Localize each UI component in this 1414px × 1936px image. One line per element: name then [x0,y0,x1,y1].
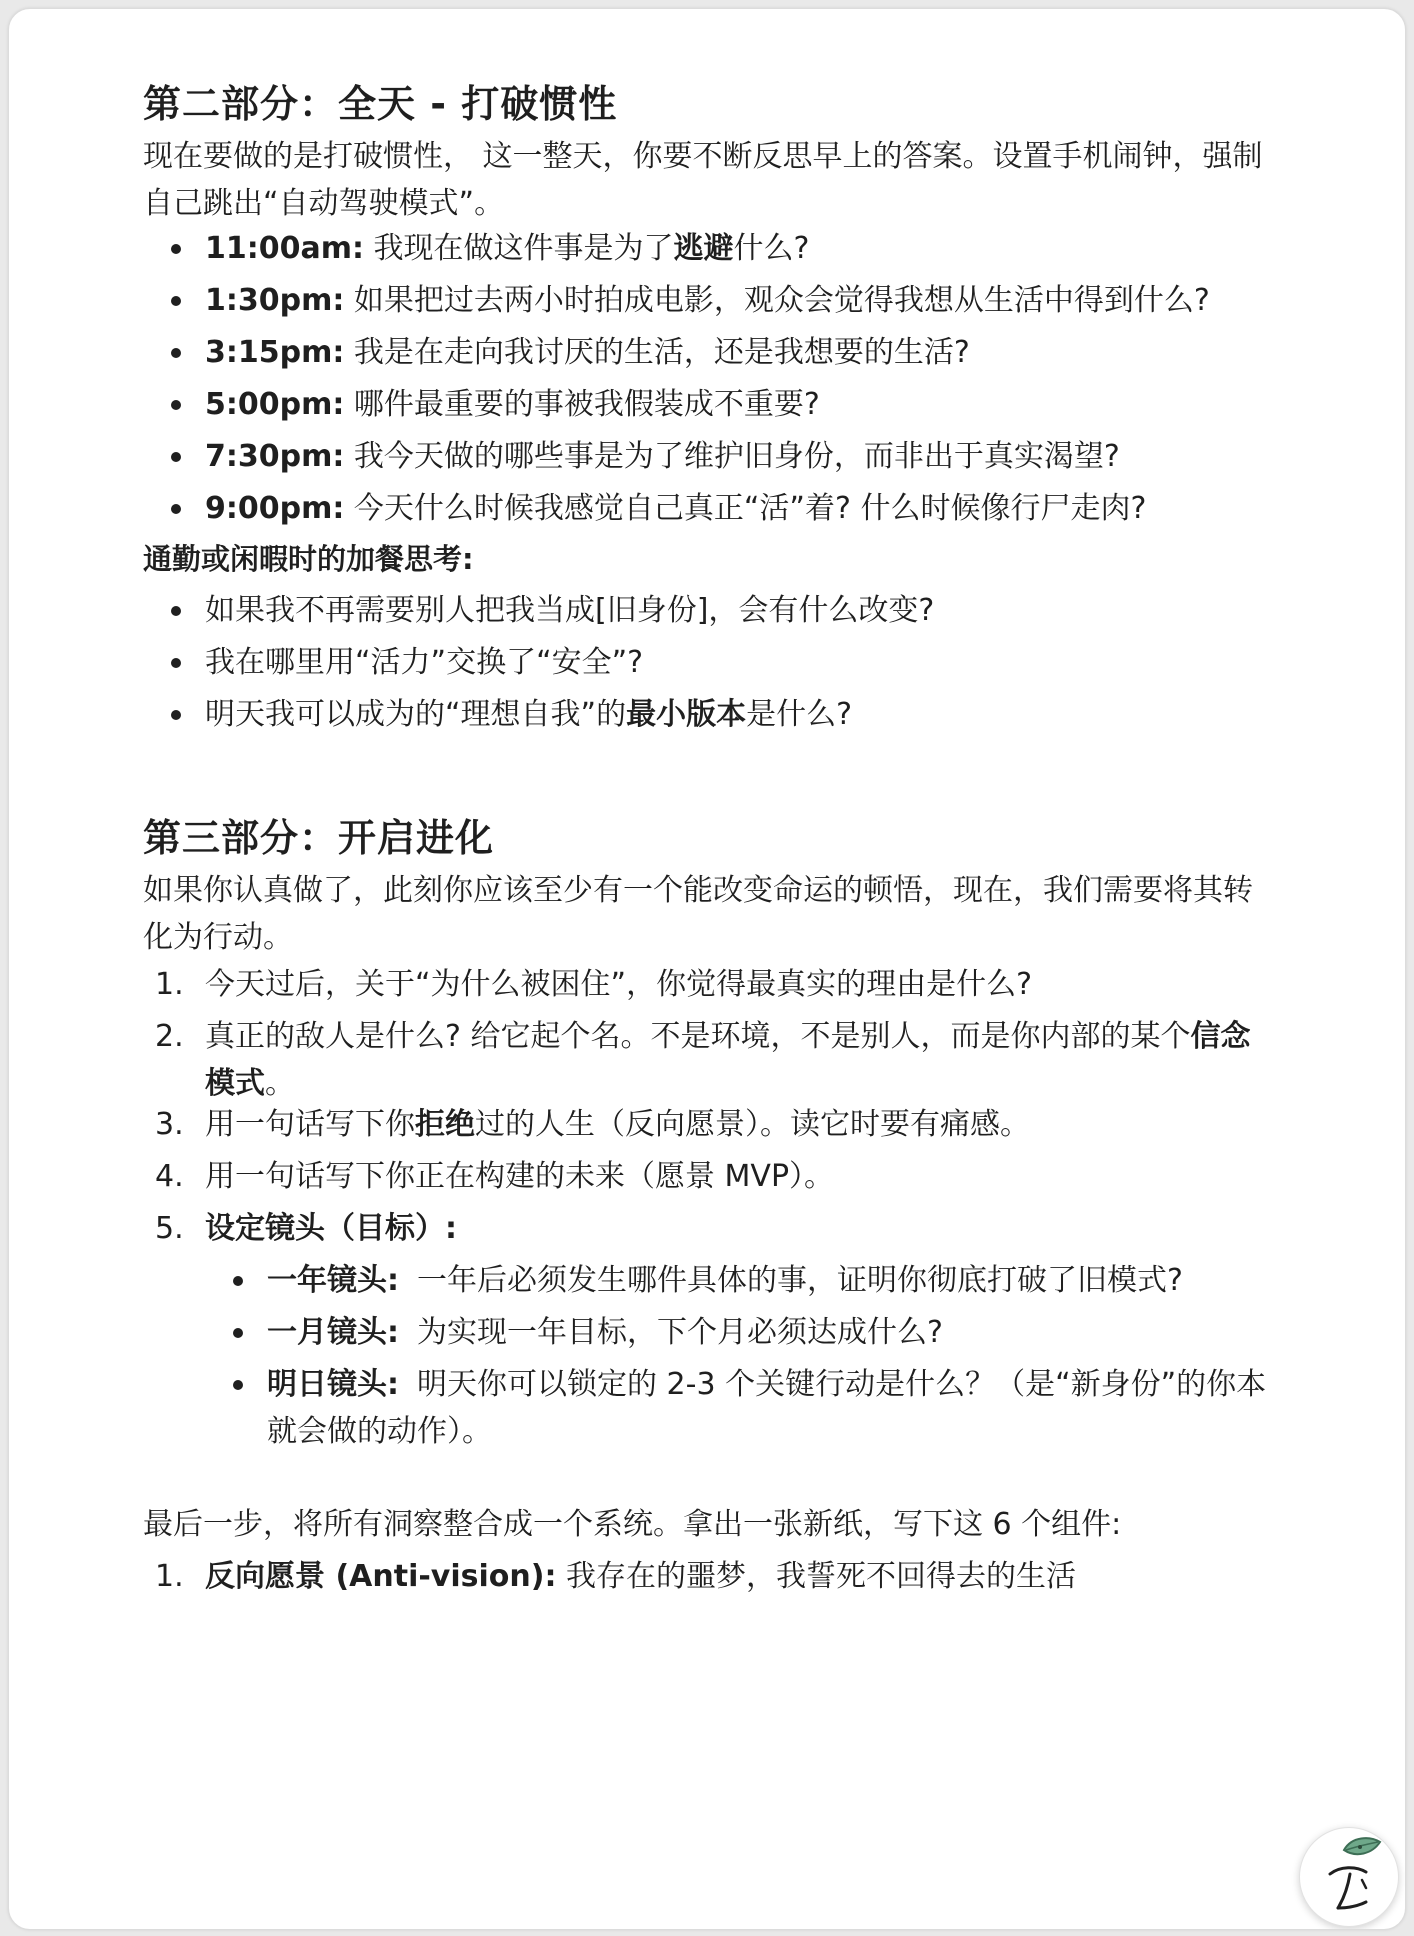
bullet-icon [233,1276,243,1286]
extra-text-tail: 是什么? [746,697,853,732]
extra-text: 我在哪里用“活力”交换了“安全”? [205,645,644,680]
schedule-text: 我现在做这件事是为了 [364,231,674,266]
step-number: 5. [155,1211,184,1246]
component-item [155,1553,1265,1600]
extra-item [205,639,1265,686]
step-number: 3. [155,1107,184,1142]
schedule-text-tail: 什么? [733,231,810,266]
section-title-part3: 第三部分：开启进化 [143,816,495,860]
bullet-icon [171,710,181,720]
bullet-icon [233,1380,243,1390]
bullet-icon [171,606,181,616]
extra-emphasis: 最小版本 [626,697,747,732]
step-emphasis: 信念模式 [205,1019,1251,1101]
bullet-icon [171,244,181,254]
lens-label: 明日镜头: [267,1367,399,1402]
schedule-text: 哪件最重要的事被我假装成不重要? [344,387,820,422]
extra-thoughts-title: 通勤或闲暇时的加餐思考: [143,542,474,576]
component-text: 我存在的噩梦，我誓死不回得去的生活 [556,1559,1077,1594]
part3-intro: 如果你认真做了，此刻你应该至少有一个能改变命运的顿悟，现在，我们需要将其转化为行动。 [143,873,1253,955]
schedule-time: 5:00pm: [205,387,345,422]
bullet-icon [171,504,181,514]
lens-text: 一年后必须发生哪件具体的事，证明你彻底打破了旧模式? [417,1263,1183,1298]
step-text-tail: 。 [265,1066,295,1101]
step-item [155,1153,1265,1200]
step-text: 今天过后，关于“为什么被困住”，你觉得最真实的理由是什么? [205,967,1033,1002]
schedule-item [205,433,1265,480]
bullet-icon [233,1328,243,1338]
schedule-item [205,329,1265,376]
bullet-icon [171,296,181,306]
lens-label: 一月镜头: [267,1315,399,1350]
schedule-text: 如果把过去两小时拍成电影，观众会觉得我想从生活中得到什么? [344,283,1210,318]
part2-intro: 现在要做的是打破惯性， 这一整天，你要不断反思早上的答案。设置手机闹钟，强制自己跳出“自动驾驶模式”。 [143,139,1263,221]
step-item [155,1205,1265,1252]
lens-text: 为实现一年目标，下个月必须达成什么? [417,1315,943,1350]
step-item [155,1101,1265,1148]
step-text-tail: 过的人生（反向愿景）。读它时要有痛感。 [475,1107,1030,1142]
extra-item [205,587,1265,634]
schedule-item [205,277,1265,324]
step-emphasis: 设定镜头（目标）: [205,1211,457,1246]
leaf-assistant-icon [1300,1828,1398,1926]
final-intro: 最后一步，将所有洞察整合成一个系统。拿出一张新纸，写下这 6 个组件: [143,1507,1122,1542]
step-number: 2. [155,1019,184,1054]
schedule-item [205,381,1265,428]
component-label: 反向愿景 (Anti-vision): [205,1559,557,1594]
schedule-time: 3:15pm: [205,335,345,370]
section-title-part2: 第二部分：全天 - 打破惯性 [143,82,618,126]
bullet-icon [171,658,181,668]
schedule-time: 1:30pm: [205,283,345,318]
schedule-text: 我是在走向我讨厌的生活，还是我想要的生活? [344,335,970,370]
schedule-item [205,485,1265,532]
schedule-text: 我今天做的哪些事是为了维护旧身份，而非出于真实渴望? [344,439,1120,474]
schedule-time: 11:00am: [205,231,364,266]
step-text: 用一句话写下你正在构建的未来（愿景 MVP）。 [205,1159,835,1194]
lens-item [267,1309,1267,1356]
schedule-text: 今天什么时候我感觉自己真正“活”着? 什么时候像行尸走肉? [344,491,1147,526]
lens-text: 明天你可以锁定的 2-3 个关键行动是什么？（是“新身份”的你本就会做的动作）。 [267,1367,1267,1449]
extra-text: 明天我可以成为的“理想自我”的 [205,697,627,732]
assistant-button[interactable] [1299,1827,1399,1927]
lens-item [267,1257,1267,1304]
bullet-icon [171,348,181,358]
bullet-icon [171,400,181,410]
bullet-icon [171,452,181,462]
lens-label: 一年镜头: [267,1263,399,1298]
schedule-item [205,225,1265,272]
component-number: 1. [155,1559,184,1594]
extra-text: 如果我不再需要别人把我当成[旧身份]，会有什么改变? [205,593,935,628]
schedule-emphasis: 逃避 [673,231,734,266]
step-text: 用一句话写下你 [205,1107,415,1142]
step-text: 真正的敌人是什么? 给它起个名。不是环境，不是别人，而是你内部的某个 [205,1019,1191,1054]
document-card [8,8,1406,1930]
step-emphasis: 拒绝 [415,1107,475,1142]
lens-item [267,1361,1267,1455]
step-item [155,1013,1265,1107]
step-item [155,961,1265,1008]
schedule-time: 7:30pm: [205,439,345,474]
extra-item [205,691,1265,738]
step-number: 1. [155,967,184,1002]
step-number: 4. [155,1159,184,1194]
schedule-time: 9:00pm: [205,491,345,526]
